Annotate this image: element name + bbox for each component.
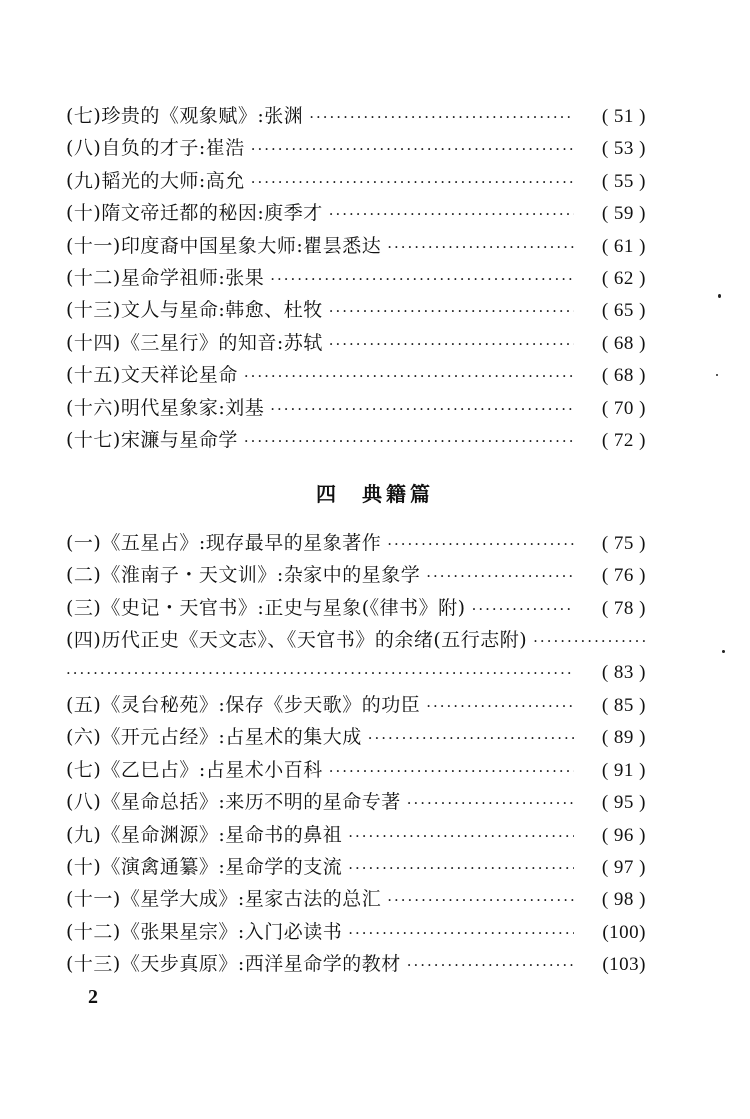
toc-entry-page: ( 68 ) <box>601 365 646 387</box>
toc-entry-title: (十一)《星学大成》:星家古法的总汇 <box>66 888 382 911</box>
toc-entry-title: (十三)文人与星命:韩愈、杜牧 <box>66 299 323 322</box>
toc-entry-page: (100) <box>602 921 646 943</box>
leader-dots <box>387 528 574 560</box>
toc-entry-page: ( 72 ) <box>601 429 646 451</box>
toc-entry <box>66 359 646 391</box>
toc-entry-page: ( 53 ) <box>601 138 646 160</box>
toc-entry <box>66 527 646 559</box>
leader-dots <box>270 393 574 425</box>
leader-dots <box>348 917 574 949</box>
section-heading <box>0 478 750 507</box>
toc-entry <box>66 262 646 294</box>
toc-entry <box>66 559 646 591</box>
section-title-text: 典籍篇 <box>362 482 434 506</box>
toc-entry <box>66 424 646 456</box>
toc-list-part1 <box>66 100 646 456</box>
toc-entry <box>66 230 646 262</box>
toc-entry-title: (四)历代正史《天文志》、《天官书》的余绪(五行志附) <box>66 629 528 652</box>
toc-entry-title: (六)《开元占经》:占星术的集大成 <box>66 726 362 749</box>
toc-entry-page: ( 68 ) <box>601 332 646 354</box>
toc-entry <box>66 165 646 197</box>
toc-entry-page: ( 55 ) <box>601 170 646 192</box>
toc-entry-page: ( 75 ) <box>601 533 646 554</box>
toc-entry <box>66 948 646 980</box>
leader-dots <box>387 884 574 916</box>
toc-entry <box>66 786 646 818</box>
toc-entry <box>66 754 646 786</box>
toc-entry <box>66 294 646 326</box>
toc-entry-page: ( 83 ) <box>601 661 646 683</box>
toc-entry <box>66 132 646 164</box>
toc-entry-page: ( 98 ) <box>601 889 646 911</box>
toc-list-part2 <box>66 527 646 980</box>
toc-entry-title: (七)《乙巳占》:占星术小百科 <box>66 758 323 781</box>
toc-entry <box>66 327 646 359</box>
leader-dots <box>270 263 574 295</box>
leader-dots <box>329 755 574 787</box>
toc-entry-page: ( 61 ) <box>601 235 646 257</box>
toc-entry <box>66 100 646 132</box>
leader-dots <box>329 198 574 230</box>
toc-entry-page: ( 96 ) <box>601 824 646 846</box>
toc-entry-title: (十七)宋濂与星命学 <box>66 428 238 451</box>
toc-entry-title: (十四)《三星行》的知音:苏轼 <box>66 331 323 354</box>
toc-entry <box>66 197 646 229</box>
toc-entry-page: ( 62 ) <box>601 267 646 289</box>
toc-entry <box>66 819 646 851</box>
toc-entry-page: ( 95 ) <box>601 792 646 814</box>
leader-dots <box>533 625 646 657</box>
leader-dots <box>426 690 574 722</box>
scan-speck <box>716 374 718 376</box>
toc-entry-page: ( 97 ) <box>601 856 646 878</box>
toc-entry <box>66 624 646 656</box>
leader-dots <box>368 722 574 754</box>
toc-entry-title: (十)《演禽通纂》:星命学的支流 <box>66 855 343 878</box>
leader-dots <box>66 657 574 689</box>
toc-entry-title: (十五)文天祥论星命 <box>66 364 238 387</box>
scan-speck <box>722 650 725 653</box>
leader-dots <box>407 787 574 819</box>
toc-entry-page: ( 70 ) <box>601 397 646 419</box>
toc-entry-page: ( 78 ) <box>601 597 646 619</box>
toc-entry-title: (十六)明代星象家:刘基 <box>66 396 265 419</box>
toc-entry-title: (九)韬光的大师:高允 <box>66 169 245 192</box>
toc-entry <box>66 916 646 948</box>
toc-entry <box>66 851 646 883</box>
toc-entry-page: ( 91 ) <box>601 759 646 781</box>
leader-dots <box>244 425 574 457</box>
toc-entry-title: (五)《灵台秘苑》:保存《步天歌》的功臣 <box>66 693 421 716</box>
leader-dots <box>348 852 574 884</box>
leader-dots <box>407 949 574 981</box>
toc-entry-title: (三)《史记・天官书》:正史与星象(《律书》附) <box>66 596 466 619</box>
toc-entry-page: ( 51 ) <box>601 106 646 127</box>
toc-entry <box>66 392 646 424</box>
leader-dots <box>309 101 574 133</box>
toc-entry-title: (九)《星命渊源》:星命书的鼻祖 <box>66 823 343 846</box>
leader-dots <box>426 560 574 592</box>
toc-entry-title: (八)《星命总括》:来历不明的星命专著 <box>66 791 401 814</box>
toc-entry-continuation <box>66 657 646 689</box>
toc-entry-page: ( 89 ) <box>601 727 646 749</box>
leader-dots <box>251 133 574 165</box>
toc-entry-title: (二)《淮南子・天文训》:杂家中的星象学 <box>66 564 421 587</box>
leader-dots <box>251 166 574 198</box>
toc-entry-title: (八)自负的才子:崔浩 <box>66 137 245 160</box>
toc-entry-title: (一)《五星占》:现存最早的星象著作 <box>66 532 382 554</box>
section-number: 四 <box>316 482 340 506</box>
toc-entry <box>66 689 646 721</box>
toc-entry-title: (十)隋文帝迁都的秘因:庾季才 <box>66 202 323 225</box>
toc-entry-page: ( 85 ) <box>601 694 646 716</box>
toc-entry <box>66 721 646 753</box>
leader-dots <box>329 328 574 360</box>
toc-entry-page: ( 59 ) <box>601 203 646 225</box>
toc-entry-title: (十三)《天步真原》:西洋星命学的教材 <box>66 953 401 976</box>
toc-entry-title: (十二)星命学祖师:张果 <box>66 266 265 289</box>
toc-entry-page: (103) <box>602 954 646 976</box>
toc-entry-page: ( 65 ) <box>601 300 646 322</box>
leader-dots <box>348 820 574 852</box>
toc-entry-page: ( 76 ) <box>601 565 646 587</box>
leader-dots <box>387 231 574 263</box>
page-folio-number: 2 <box>88 986 98 1008</box>
toc-entry-title: (七)珍贵的《观象赋》:张渊 <box>66 105 304 127</box>
toc-entry-title: (十一)印度裔中国星象大师:瞿昙悉达 <box>66 234 382 257</box>
leader-dots <box>329 295 574 327</box>
toc-entry <box>66 883 646 915</box>
toc-entry-title: (十二)《张果星宗》:入门必读书 <box>66 920 343 943</box>
toc-entry <box>66 592 646 624</box>
leader-dots <box>472 593 574 625</box>
scan-speck <box>718 294 721 298</box>
leader-dots <box>244 360 574 392</box>
